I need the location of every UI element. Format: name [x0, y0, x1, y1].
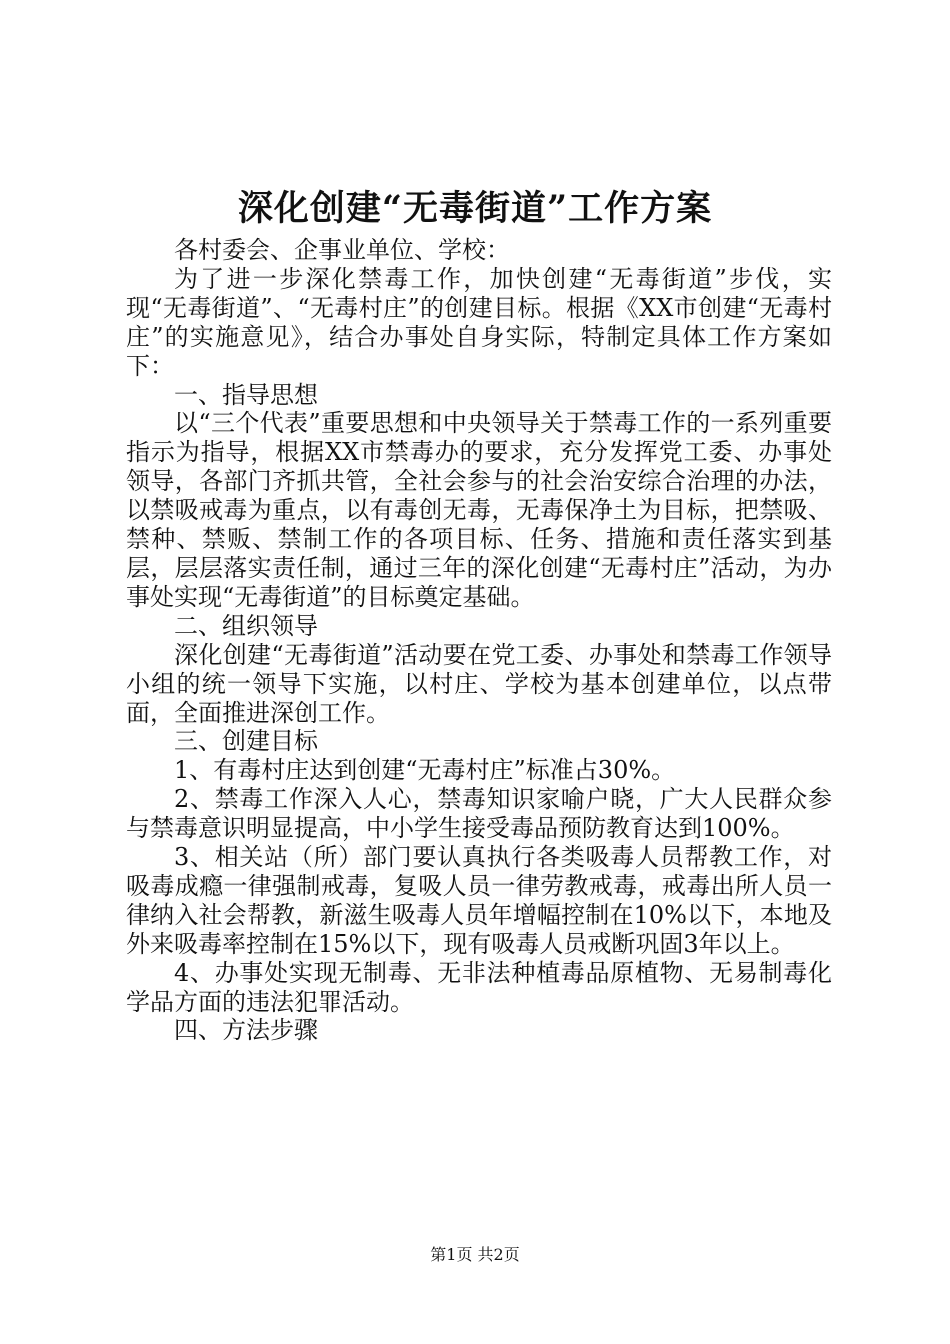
goal-item-3: 3、相关站（所）部门要认真执行各类吸毒人员帮教工作，对吸毒成瘾一律强制戒毒，复吸人员一律劳教戒毒，戒毒出所人员一律纳入社会帮教，新滋生吸毒人员年增幅控制在10%以下，本地及外来吸毒率控制在15%以下，现有吸毒人员戒断巩固3年以上。	[126, 843, 832, 958]
goal-item-4: 4、办事处实现无制毒、无非法种植毒品原植物、无易制毒化学品方面的违法犯罪活动。	[126, 958, 832, 1016]
section-heading-goals: 三、创建目标	[174, 727, 318, 756]
section-heading-organization: 二、组织领导	[174, 611, 318, 640]
document-body	[126, 236, 832, 1045]
intro-paragraph: 为了进一步深化禁毒工作，加快创建“无毒街道”步伐，实现“无毒街道”、“无毒村庄”的创建目标。根据《XX市创建“无毒村庄”的实施意见》，结合办事处自身实际，特制定具体工作方案如下：	[126, 264, 832, 380]
document-title: 深化创建“无毒街道”工作方案	[237, 188, 713, 229]
section-heading-steps: 四、方法步骤	[174, 1016, 318, 1045]
salutation: 各村委会、企事业单位、学校：	[174, 236, 510, 264]
goal-item-2: 2、禁毒工作深入人心，禁毒知识家喻户晓，广大人民群众参与禁毒意识明显提高，中小学生接受毒品预防教育达到100%。	[126, 785, 832, 843]
page-footer: 第1页 共2页	[430, 1245, 520, 1264]
organization-paragraph: 深化创建“无毒街道”活动要在党工委、办事处和禁毒工作领导小组的统一领导下实施，以村庄、学校为基本创建单位，以点带面，全面推进深创工作。	[126, 640, 832, 727]
section-heading-guiding-ideology: 一、指导思想	[174, 380, 318, 409]
goal-item-1: 1、有毒村庄达到创建“无毒村庄”标准占30%。	[174, 756, 676, 785]
guiding-ideology-paragraph: 以“三个代表”重要思想和中央领导关于禁毒工作的一系列重要指示为指导，根据XX市禁毒办的要求，充分发挥党工委、办事处领导，各部门齐抓共管，全社会参与的社会治安综合治理的办法，以禁吸戒毒为重点，以有毒创无毒，无毒保净土为目标，把禁吸、禁种、禁贩、禁制工作的各项目标、任务、措施和责任落实到基层，层层落实责任制，通过三年的深化创建“无毒村庄”活动，为办事处实现“无毒街道”的目标奠定基础。	[126, 409, 832, 611]
